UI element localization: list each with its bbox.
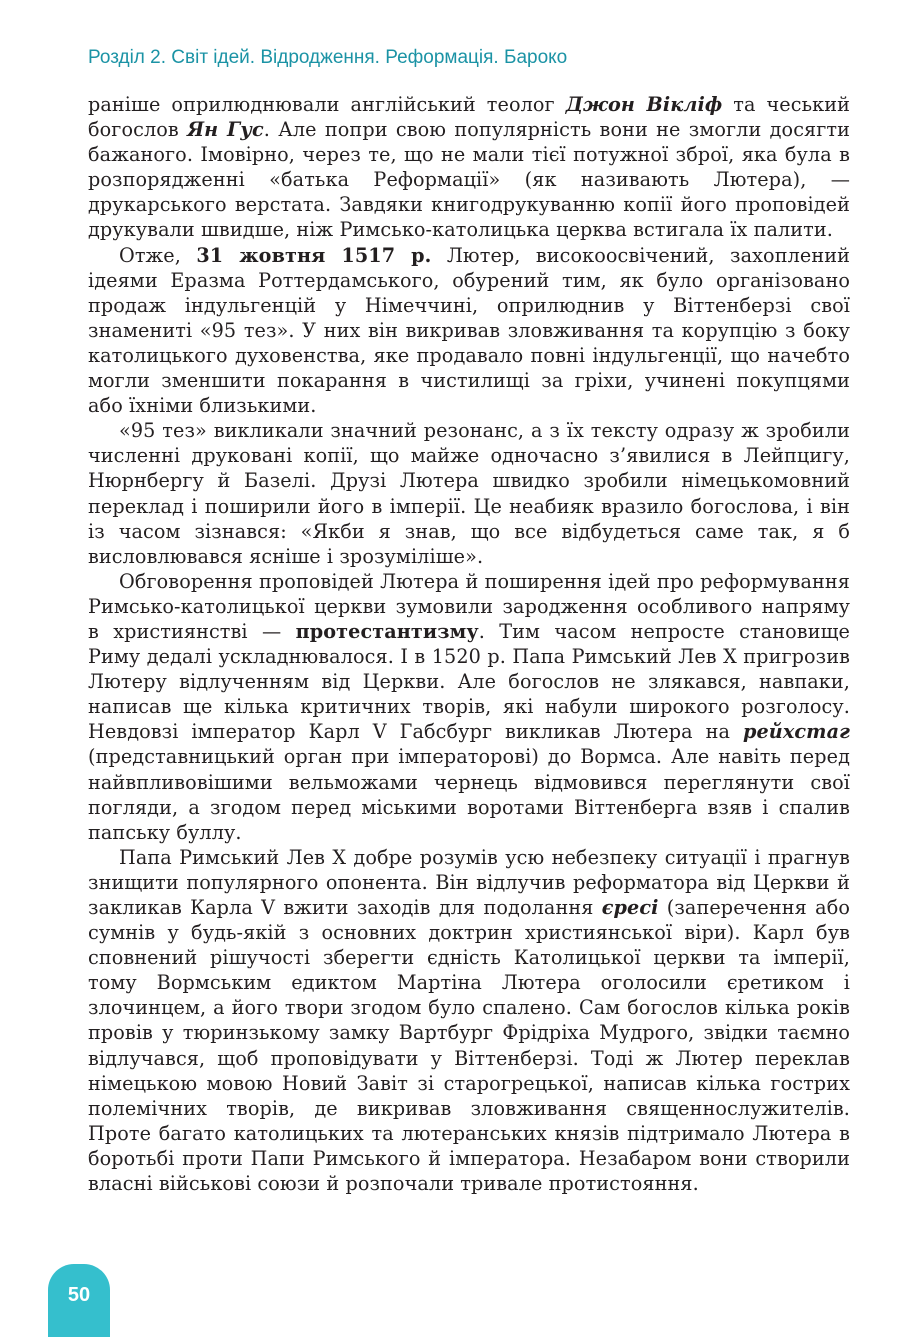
paragraph-text: (заперечення або сумнів у будь-якій з основних доктрин християнської віри). Карл був сповнений рішучості зберегти єдність Католицької церкви та імперії, тому Вормським едиктом Мартіна Лютера оголосили єретиком і злочинцем, а його твори згодом було спалено. Сам богослов кілька років провів у тюринзькому замку Вартбург Фрідріха Мудрого, звідки таємно відлучався, щоб проповідувати у Віттенберзі. Тоді ж Лютер переклав німецькою мовою Новий Завіт зі старогрецької, написав кілька гострих полемічних творів, де викривав зловживання священнослужителів. Проте багато католицьких та лютеранських князів підтримало Лютера в боротьбі проти Папи Римського й імператора. Незабаром вони створили власні військові союзи й розпочали тривале протистояння. — [88, 896, 850, 1196]
paragraph-text: . Але попри свою популярність вони не змогли досягти бажаного. Імовірно, через те, що не мали тієї потужної зброї, яка була в розпорядженні «батька Реформації» (як називають Лютера), — друкарського верстата. Завдяки книгодрукуванню копії його проповідей друкували швидше, ніж Римсько-католицька церква встигала їх палити. — [88, 118, 850, 242]
term-protestantism: протестантизму — [295, 619, 479, 643]
chapter-header: Розділ 2. Світ ідей. Відродження. Реформація. Бароко — [88, 47, 568, 68]
paragraph-2 — [88, 243, 850, 419]
paragraph-1 — [88, 92, 850, 243]
paragraph-text: (представницький орган при імператорові) до Вормса. Але навіть перед найвпливовішими вельможами чернець відмовився переглянути свої погляди, а згодом перед міськими воротами Віттенберга взяв і спалив папську буллу. — [88, 745, 850, 844]
paragraph-text: Лютер, високоосвічений, захоплений ідеями Еразма Роттердамського, обурений тим, як було організовано продаж індульгенцій у Німеччині, оприлюднив у Віттенберзі свої знамениті «95 тез». У них він викривав зловживання та корупцію з боку католицького духовенства, яке продавало повні індульгенції, що начебто могли зменшити покарання в чистилищі за гріхи, учинені покупцями або їхніми близькими. — [88, 243, 850, 418]
paragraph-5 — [88, 845, 850, 1196]
paragraph-4 — [88, 569, 850, 845]
paragraph-text: Папа Римський Лев Х добре розумів усю небезпеку ситуації і прагнув знищити популярного опонента. Він відлучив реформатора від Церкви й закликав Карла V вжити заходів для подолання — [88, 845, 850, 919]
term-reichstag: рейхстаг — [742, 720, 850, 744]
paragraph-text: Обговорення проповідей Лютера й поширення ідей про реформування Римсько-католицької церкви зумовили зародження особливого напряму в християнстві — — [88, 569, 850, 643]
emphasis-name-hus: Ян Гус — [187, 118, 264, 142]
paragraph-3 — [88, 418, 850, 569]
paragraph-text: Отже, — [119, 243, 197, 267]
paragraph-text: та чеський богослов — [88, 93, 851, 142]
paragraph-text: раніше оприлюднювали англійський теолог — [88, 93, 566, 116]
emphasis-date: 31 жовтня 1517 р. — [196, 243, 432, 267]
term-heresy: єресі — [601, 896, 659, 919]
emphasis-name-wycliffe: Джон Вікліф — [565, 93, 723, 116]
body-text — [88, 92, 850, 1196]
page-number: 50 — [67, 1284, 91, 1306]
page-number-tab — [48, 1264, 110, 1337]
paragraph-text: «95 тез» викликали значний резонанс, а з їх тексту одразу ж зробили численні друковані копії, що майже одночасно з’явилися в Лейпцигу, Нюрнбергу й Базелі. Друзі Лютера швидко зробили німецькомовний переклад і поширили його в імперії. Це неабияк вразило богослова, і він із часом зізнався: «Якби я знав, що все відбудеться саме так, я б висловлювався ясніше і зрозуміліше». — [88, 419, 850, 568]
paragraph-text: . Тим часом непросте становище Риму дедалі ускладнювалося. І в 1520 р. Папа Римський Лев Х пригрозив Лютеру відлученням від Церкви. Але богослов не злякався, навпаки, написав ще кілька критичних творів, які набули широкого розголосу. Невдовзі імператор Карл V Габсбург викликав Лютера на — [88, 619, 850, 744]
